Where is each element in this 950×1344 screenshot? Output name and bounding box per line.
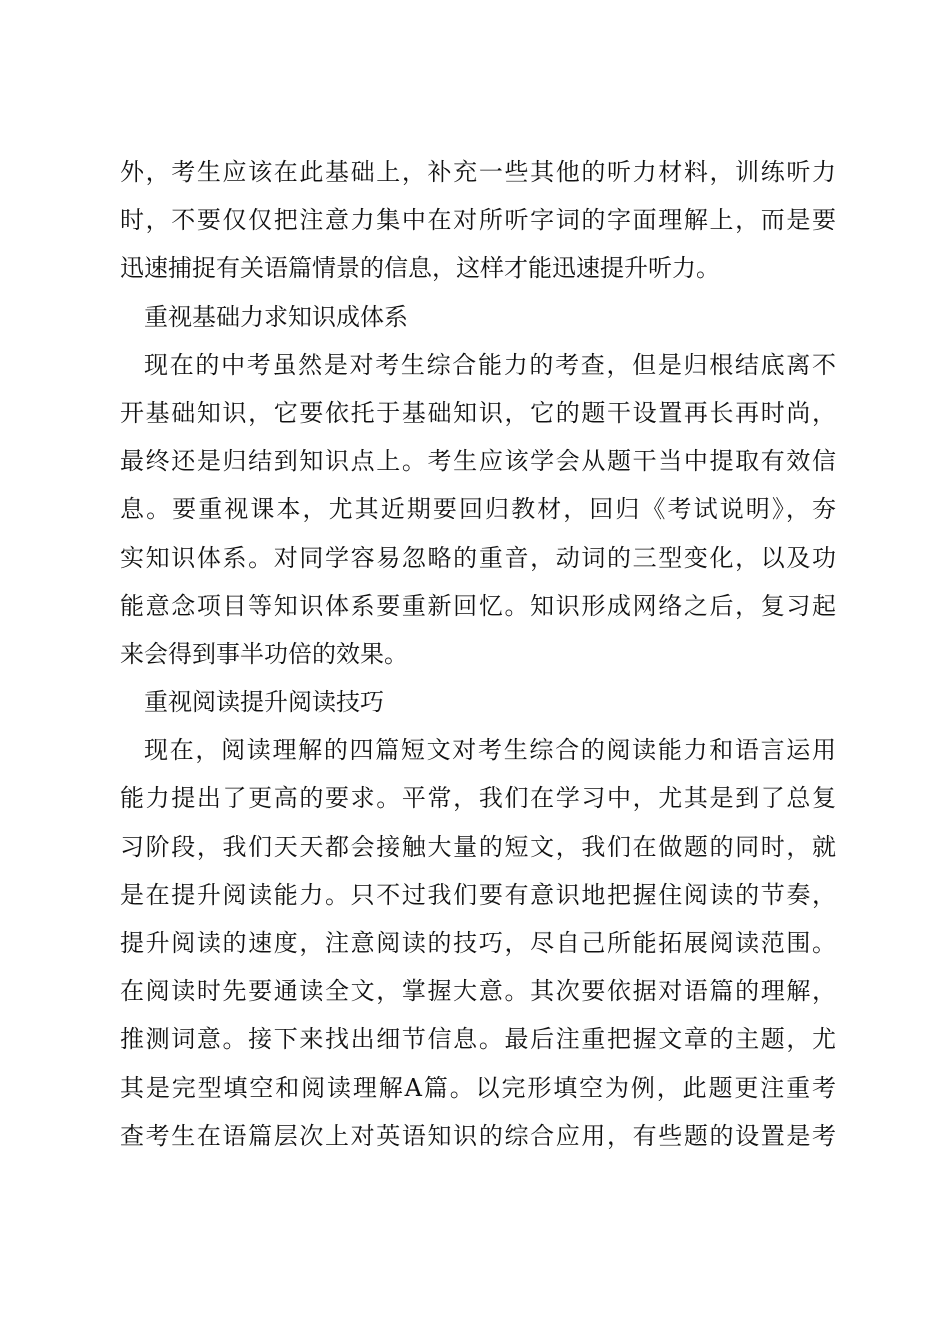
paragraph-line: 其是完型填空和阅读理解A篇。以完形填空为例，此题更注重考 [120,1073,836,1102]
paragraph-line: 开基础知识，它要依托于基础知识，它的题干设置再长再时尚， [120,398,836,427]
paragraph-line: 推测词意。接下来找出细节信息。最后注重把握文章的主题，尤 [120,1025,836,1054]
paragraph-line: 现在的中考虽然是对考生综合能力的考查，但是归根结底离不 [144,350,836,379]
document-body [120,148,836,1160]
paragraph-line: 来会得到事半功倍的效果。 [120,639,408,668]
paragraph-line: 迅速捕捉有关语篇情景的信息，这样才能迅速提升听力。 [120,254,720,283]
paragraph-line: 外，考生应该在此基础上，补充一些其他的听力材料，训练听力 [120,158,836,186]
paragraph-line: 现在，阅读理解的四篇短文对考生综合的阅读能力和语言运用 [144,736,836,765]
paragraph-line: 最终还是归结到知识点上。考生应该学会从题干当中提取有效信 [120,447,836,476]
paragraph-line: 查考生在语篇层次上对英语知识的综合应用，有些题的设置是考 [120,1121,836,1150]
paragraph-line: 提升阅读的速度，注意阅读的技巧，尽自己所能拓展阅读范围。 [120,929,836,957]
paragraph-line: 息。要重视课本，尤其近期要回归教材，回归《考试说明》，夯 [120,495,836,524]
paragraph-line: 实知识体系。对同学容易忽略的重音，动词的三型变化，以及功 [120,543,836,572]
paragraph-line: 习阶段，我们天天都会接触大量的短文，我们在做题的同时，就 [120,832,836,861]
paragraph-line: 是在提升阅读能力。只不过我们要有意识地把握住阅读的节奏， [120,880,836,909]
paragraph-line: 时，不要仅仅把注意力集中在对所听字词的字面理解上，而是要 [120,206,836,235]
paragraph-line: 在阅读时先要通读全文，掌握大意。其次要依据对语篇的理解， [120,977,836,1006]
paragraph-line: 能力提出了更高的要求。平常，我们在学习中，尤其是到了总复 [120,784,836,813]
paragraph-line: 能意念项目等知识体系要重新回忆。知识形成网络之后，复习起 [120,591,836,620]
section-heading: 重视基础力求知识成体系 [144,302,408,331]
section-heading: 重视阅读提升阅读技巧 [144,688,384,717]
